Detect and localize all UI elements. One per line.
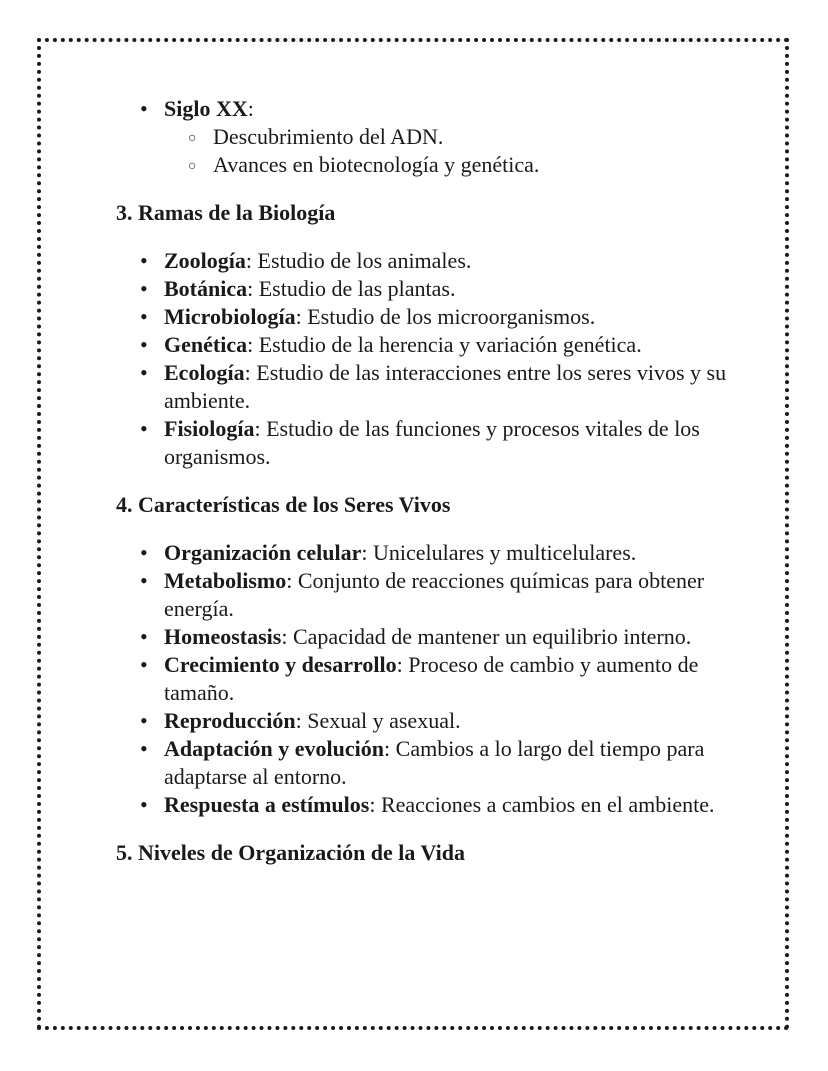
sub-list-item (116, 123, 736, 151)
item-term: Genética (164, 332, 248, 357)
item-desc: : Proceso de cambio y aumento de tamaño. (164, 652, 699, 705)
document-content (116, 95, 736, 867)
list-item (116, 735, 736, 791)
list-item (116, 275, 736, 303)
item-desc: : Estudio de los microorganismos. (295, 304, 596, 329)
item-colon: : (247, 96, 254, 121)
item-term: Microbiología (164, 304, 296, 329)
list-item (116, 359, 736, 415)
ramas-list (116, 247, 736, 471)
item-term: Respuesta a estímulos (164, 792, 370, 817)
item-term: Reproducción (164, 708, 296, 733)
section-heading-caracteristicas: 4. Características de los Seres Vivos (116, 492, 451, 517)
bullet-icon: • (140, 736, 148, 761)
bullet-icon: • (140, 652, 148, 677)
list-item (116, 539, 736, 567)
item-term: Crecimiento y desarrollo (164, 652, 397, 677)
sub-list-item (116, 151, 736, 179)
list-item-siglo-xx (116, 95, 736, 123)
bullet-icon: • (140, 276, 148, 301)
bullet-icon: • (140, 708, 148, 733)
section-heading-ramas: 3. Ramas de la Biología (116, 200, 336, 225)
item-term: Zoología (164, 248, 246, 273)
item-term: Metabolismo (164, 568, 287, 593)
item-desc: : Cambios a lo largo del tiempo para adaptarse al entorno. (164, 736, 705, 789)
bullet-icon: • (140, 360, 148, 385)
item-desc: : Reacciones a cambios en el ambiente. (369, 792, 715, 817)
list-item (116, 331, 736, 359)
item-desc: : Capacidad de mantener un equilibrio interno. (281, 624, 692, 649)
list-item (116, 791, 736, 819)
list-item (116, 651, 736, 707)
sub-item-text: Descubrimiento del ADN. (213, 124, 444, 149)
section-heading-niveles: 5. Niveles de Organización de la Vida (116, 840, 465, 865)
item-term: Homeostasis (164, 624, 282, 649)
caracteristicas-list (116, 539, 736, 819)
bullet-icon: • (140, 416, 148, 441)
bullet-icon: • (140, 304, 148, 329)
item-term: Ecología (164, 360, 245, 385)
list-item (116, 567, 736, 623)
item-desc: : Estudio de la herencia y variación genética. (247, 332, 642, 357)
item-desc: : Unicelulares y multicelulares. (361, 540, 637, 565)
circle-bullet-icon: ○ (188, 131, 197, 146)
item-desc: : Estudio de las funciones y procesos vitales de los organismos. (164, 416, 700, 469)
circle-bullet-icon: ○ (188, 159, 197, 174)
item-term: Fisiología (164, 416, 255, 441)
bullet-icon: • (140, 96, 148, 121)
list-item (116, 623, 736, 651)
bullet-icon: • (140, 792, 148, 817)
sub-item-text: Avances en biotecnología y genética. (213, 152, 540, 177)
siglo-sub-list (116, 123, 736, 179)
list-item (116, 415, 736, 471)
item-term: Botánica (164, 276, 248, 301)
siglo-list (116, 95, 736, 123)
item-term: Siglo XX (164, 96, 248, 121)
item-desc: : Sexual y asexual. (295, 708, 461, 733)
bullet-icon: • (140, 540, 148, 565)
bullet-icon: • (140, 248, 148, 273)
list-item (116, 303, 736, 331)
bullet-icon: • (140, 624, 148, 649)
item-desc: : Estudio de las interacciones entre los seres vivos y su ambiente. (164, 360, 727, 413)
bullet-icon: • (140, 568, 148, 593)
bullet-icon: • (140, 332, 148, 357)
item-term: Adaptación y evolución (164, 736, 385, 761)
item-term: Organización celular (164, 540, 362, 565)
item-desc: : Conjunto de reacciones químicas para obtener energía. (164, 568, 705, 621)
item-desc: : Estudio de las plantas. (247, 276, 456, 301)
list-item (116, 247, 736, 275)
item-desc: : Estudio de los animales. (245, 248, 472, 273)
list-item (116, 707, 736, 735)
